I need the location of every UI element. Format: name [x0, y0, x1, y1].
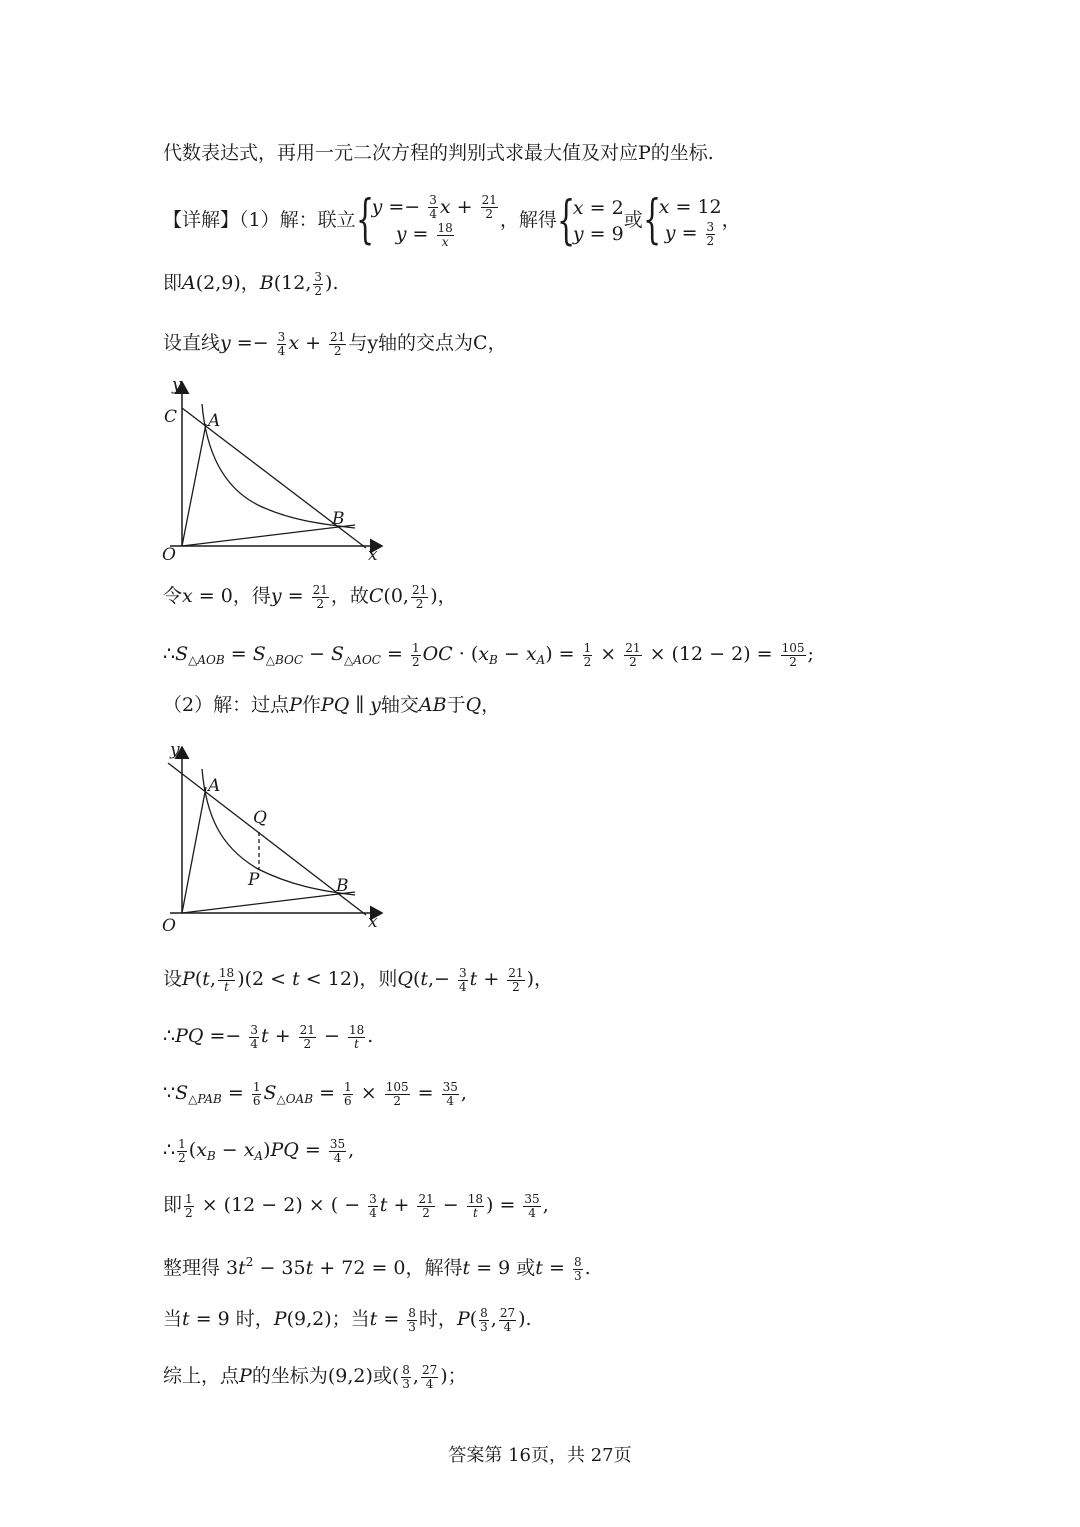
- label-a: A: [208, 776, 221, 796]
- segment-oa: [182, 424, 206, 546]
- text-line-5: 令x = 0，得y = $\frac{21}{2}$ ，故C(0, $\frac{21}{2}$ )，: [163, 582, 457, 611]
- text-line-2: [163, 184, 741, 256]
- text-line-7: （2）解：过点P作PQ ∥ y轴交AB于Q，: [163, 694, 501, 716]
- line4-prefix: 设直线: [163, 332, 221, 354]
- text-line-9: ∴PQ =− $\frac{3}{4}$ t + $\frac{21}{2}$ − $\frac{18}{t}$ .: [163, 1022, 374, 1051]
- text-line-11: ∴ $\frac{1}{2}$ $(x_B - x_A)PQ$ = $\frac{35}{4}$ ,: [163, 1136, 355, 1165]
- figure-1-graph: [150, 370, 400, 565]
- text-line-3: 即A(2,9)，B(12, $\frac{3}{2}$ ).: [163, 269, 339, 298]
- comma: ，: [721, 209, 741, 231]
- text-line-13: 整理得 $3t^2 - 35t + 72 = 0$，解得t = 9 或t = $\frac{8}{3}$ .: [163, 1254, 591, 1283]
- text-line-8: 设P(t, $\frac{18}{t}$ )(2 < t < 12)，则Q(t,− $\frac{3}{4}$ t + $\frac{21}{2}$ )，: [163, 965, 553, 994]
- label-b: B: [332, 509, 345, 529]
- segment-ob: [182, 525, 355, 546]
- line4-suffix: 与y轴的交点为C，: [348, 332, 507, 354]
- label-x: x: [368, 545, 378, 565]
- page-footer: 答案第 16页，共 27页: [448, 1445, 632, 1466]
- segment-oa: [182, 787, 206, 913]
- solution-system-1: { x = 2 y = 9: [556, 191, 624, 251]
- solve-label: ，解得: [499, 209, 557, 231]
- or-label: 或: [623, 209, 643, 231]
- label-y: y: [172, 375, 182, 395]
- text-line-6: $\therefore S_{\triangle AOB} = S_{\triangle BOC} - S_{\triangle AOC}$ = $\frac{1}{2}$ OC · $(x_B - x_A)$ = $\frac{1}{2}$ × $\frac{21}{2}$ × (12 − 2) = $\frac{105}{2}$ ;: [163, 640, 814, 669]
- label-b: B: [336, 876, 349, 896]
- solution-system-2: { x = 12 y = $\frac{3}{2}$: [642, 190, 722, 251]
- text-line-10: $\because S_{\triangle PAB}$ = $\frac{1}{6}$ $S_{\triangle OAB}$ = $\frac{1}{6}$ × $\frac{105}{2}$ = $\frac{35}{4}$ ,: [163, 1079, 467, 1108]
- text-line-14: 当t = 9 时，P(9,2)；当t = $\frac{8}{3}$ 时，P( $\frac{8}{3}$ , $\frac{27}{4}$ ).: [163, 1305, 532, 1334]
- label-o: O: [162, 545, 176, 565]
- label-p: P: [248, 870, 260, 890]
- label-q: Q: [253, 808, 267, 828]
- label-a: A: [208, 411, 221, 431]
- text-line-15: 综上，点P的坐标为(9,2)或( $\frac{8}{3}$ , $\frac{27}{4}$ )；: [163, 1362, 467, 1391]
- text-line-1: 代数表达式，再用一元二次方程的判别式求最大值及对应P的坐标.: [163, 142, 714, 164]
- segment-ob: [182, 892, 355, 913]
- figure-2-graph: [150, 735, 400, 935]
- label-o: O: [162, 916, 176, 935]
- label-x: x: [368, 912, 378, 932]
- text-line-12: 即 $\frac{1}{2}$ × (12 − 2) × ( − $\frac{3}{4}$ t + $\frac{21}{2}$ − $\frac{18}{t}$ ) = $\frac{35}{4}$ ,: [163, 1191, 549, 1220]
- text-line-4: 设直线y =− $\frac{3}{4}$ x + $\frac{21}{2}$ 与y轴的交点为C，: [163, 329, 507, 358]
- label-y: y: [170, 740, 180, 760]
- detail-prefix: 【详解】（1）解：联立: [163, 209, 356, 231]
- equation-system-1: { y =− $\frac{3}{4}$ x + $\frac{21}{2}$ y = $\frac{18}{x}$: [355, 189, 497, 250]
- hyperbola: [202, 769, 355, 895]
- label-c: C: [164, 407, 178, 427]
